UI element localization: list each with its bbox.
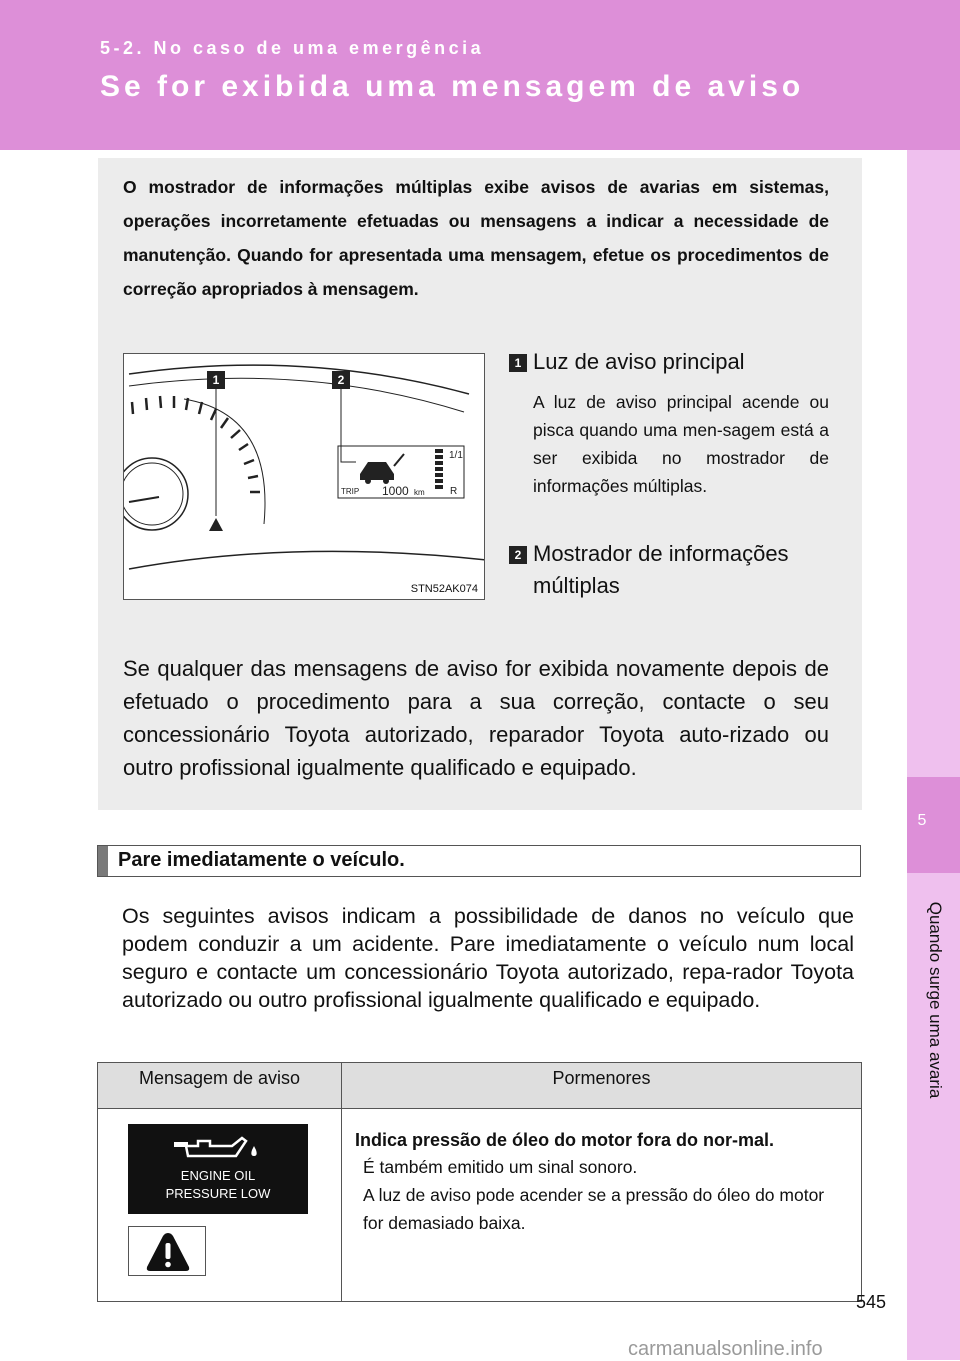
trip-label: TRIP <box>341 487 360 496</box>
callout-1: 1 <box>207 371 225 389</box>
gauge-bottom-label: R <box>450 486 458 497</box>
warning-triangle-icon <box>129 1227 207 1277</box>
page-header <box>0 0 960 150</box>
legend-title-2: Mostrador de informações múltiplas <box>533 541 789 598</box>
column-header-message: Mensagem de aviso <box>98 1063 342 1109</box>
detail-line-2: A luz de aviso pode acender se a pressão do óleo do motor for demasiado baixa. <box>363 1185 825 1233</box>
details-cell <box>342 1109 862 1302</box>
section-heading-bar <box>97 845 861 877</box>
section-body: Os seguintes avisos indicam a possibilidade de danos no veículo que podem conduzir a um acidente. Pare imediatamente o veículo num local seguro e contacte um concessionário Toyota autorizado, repa-rador Toyota autorizado ou outro profissional igualmente qualificado e equipado. <box>122 904 854 1012</box>
gauge-top-label: 1/1 <box>449 450 463 461</box>
section-subtitle: 5-2. No caso de uma emergência <box>100 38 485 58</box>
master-warning-icon <box>209 518 223 531</box>
intro-text: O mostrador de informações múltiplas exibe avisos de avarias em sistemas, operações incorretamente efetuadas ou mensagens a indicar a necessidade de manutenção. Quando for apresentada uma mensagem, efetue os procedimentos de correção apropriados à mensagem. <box>123 177 829 299</box>
legend-number-1: 1 <box>509 354 527 372</box>
detail-title: Indica pressão de óleo do motor fora do nor-mal. <box>355 1130 775 1150</box>
legend-item-2 <box>509 538 829 602</box>
message-cell <box>98 1109 342 1302</box>
fuel-bar <box>435 449 443 489</box>
detail-line-1: É também emitido um sinal sonoro. <box>363 1157 638 1177</box>
side-tab-strip <box>907 150 960 1360</box>
column-header-details: Pormenores <box>342 1063 862 1109</box>
master-warning-light <box>128 1226 206 1276</box>
oil-can-icon <box>128 1124 308 1168</box>
table-row <box>98 1109 862 1302</box>
heading-accent <box>98 846 108 876</box>
lcd-line-1: ENGINE OIL <box>180 1168 256 1183</box>
panel-note: Se qualquer das mensagens de aviso for exibida novamente depois de efetuado o procedimento para a sua correção, contacte o seu concessionário Toyota autorizado, reparador Toyota auto-rizado ou outro profissional igualmente qualificado e equipado. <box>123 656 829 780</box>
section-heading: Pare imediatamente o veículo. <box>118 849 405 871</box>
lcd-line-2: PRESSURE LOW <box>165 1186 271 1201</box>
page-title: Se for exibida uma mensagem de aviso <box>100 70 805 103</box>
trip-value: 1000 <box>382 484 409 498</box>
figure-code: STN52AK074 <box>410 583 478 595</box>
legend-title-1: Luz de aviso principal <box>533 349 745 374</box>
trip-unit: km <box>414 488 425 497</box>
lcd-message-image <box>128 1124 308 1214</box>
warning-table <box>97 1062 862 1302</box>
instrument-cluster-figure <box>123 353 485 600</box>
cluster-illustration <box>124 354 485 600</box>
chapter-label: Quando surge uma avaria <box>926 901 945 1099</box>
legend-desc-1: A luz de aviso principal acende ou pisca quando uma men-sagem está a ser exibida no mostrador de informações múltiplas. <box>533 392 829 496</box>
page-number: 545 <box>856 1292 887 1312</box>
callout-2: 2 <box>332 371 350 389</box>
watermark: carmanualsonline.info <box>628 1338 823 1360</box>
table-header-row <box>98 1063 862 1109</box>
legend-item-1 <box>509 346 829 500</box>
chapter-number: 5 <box>917 812 927 829</box>
legend-number-2: 2 <box>509 546 527 564</box>
speedometer-ticks <box>132 396 260 492</box>
